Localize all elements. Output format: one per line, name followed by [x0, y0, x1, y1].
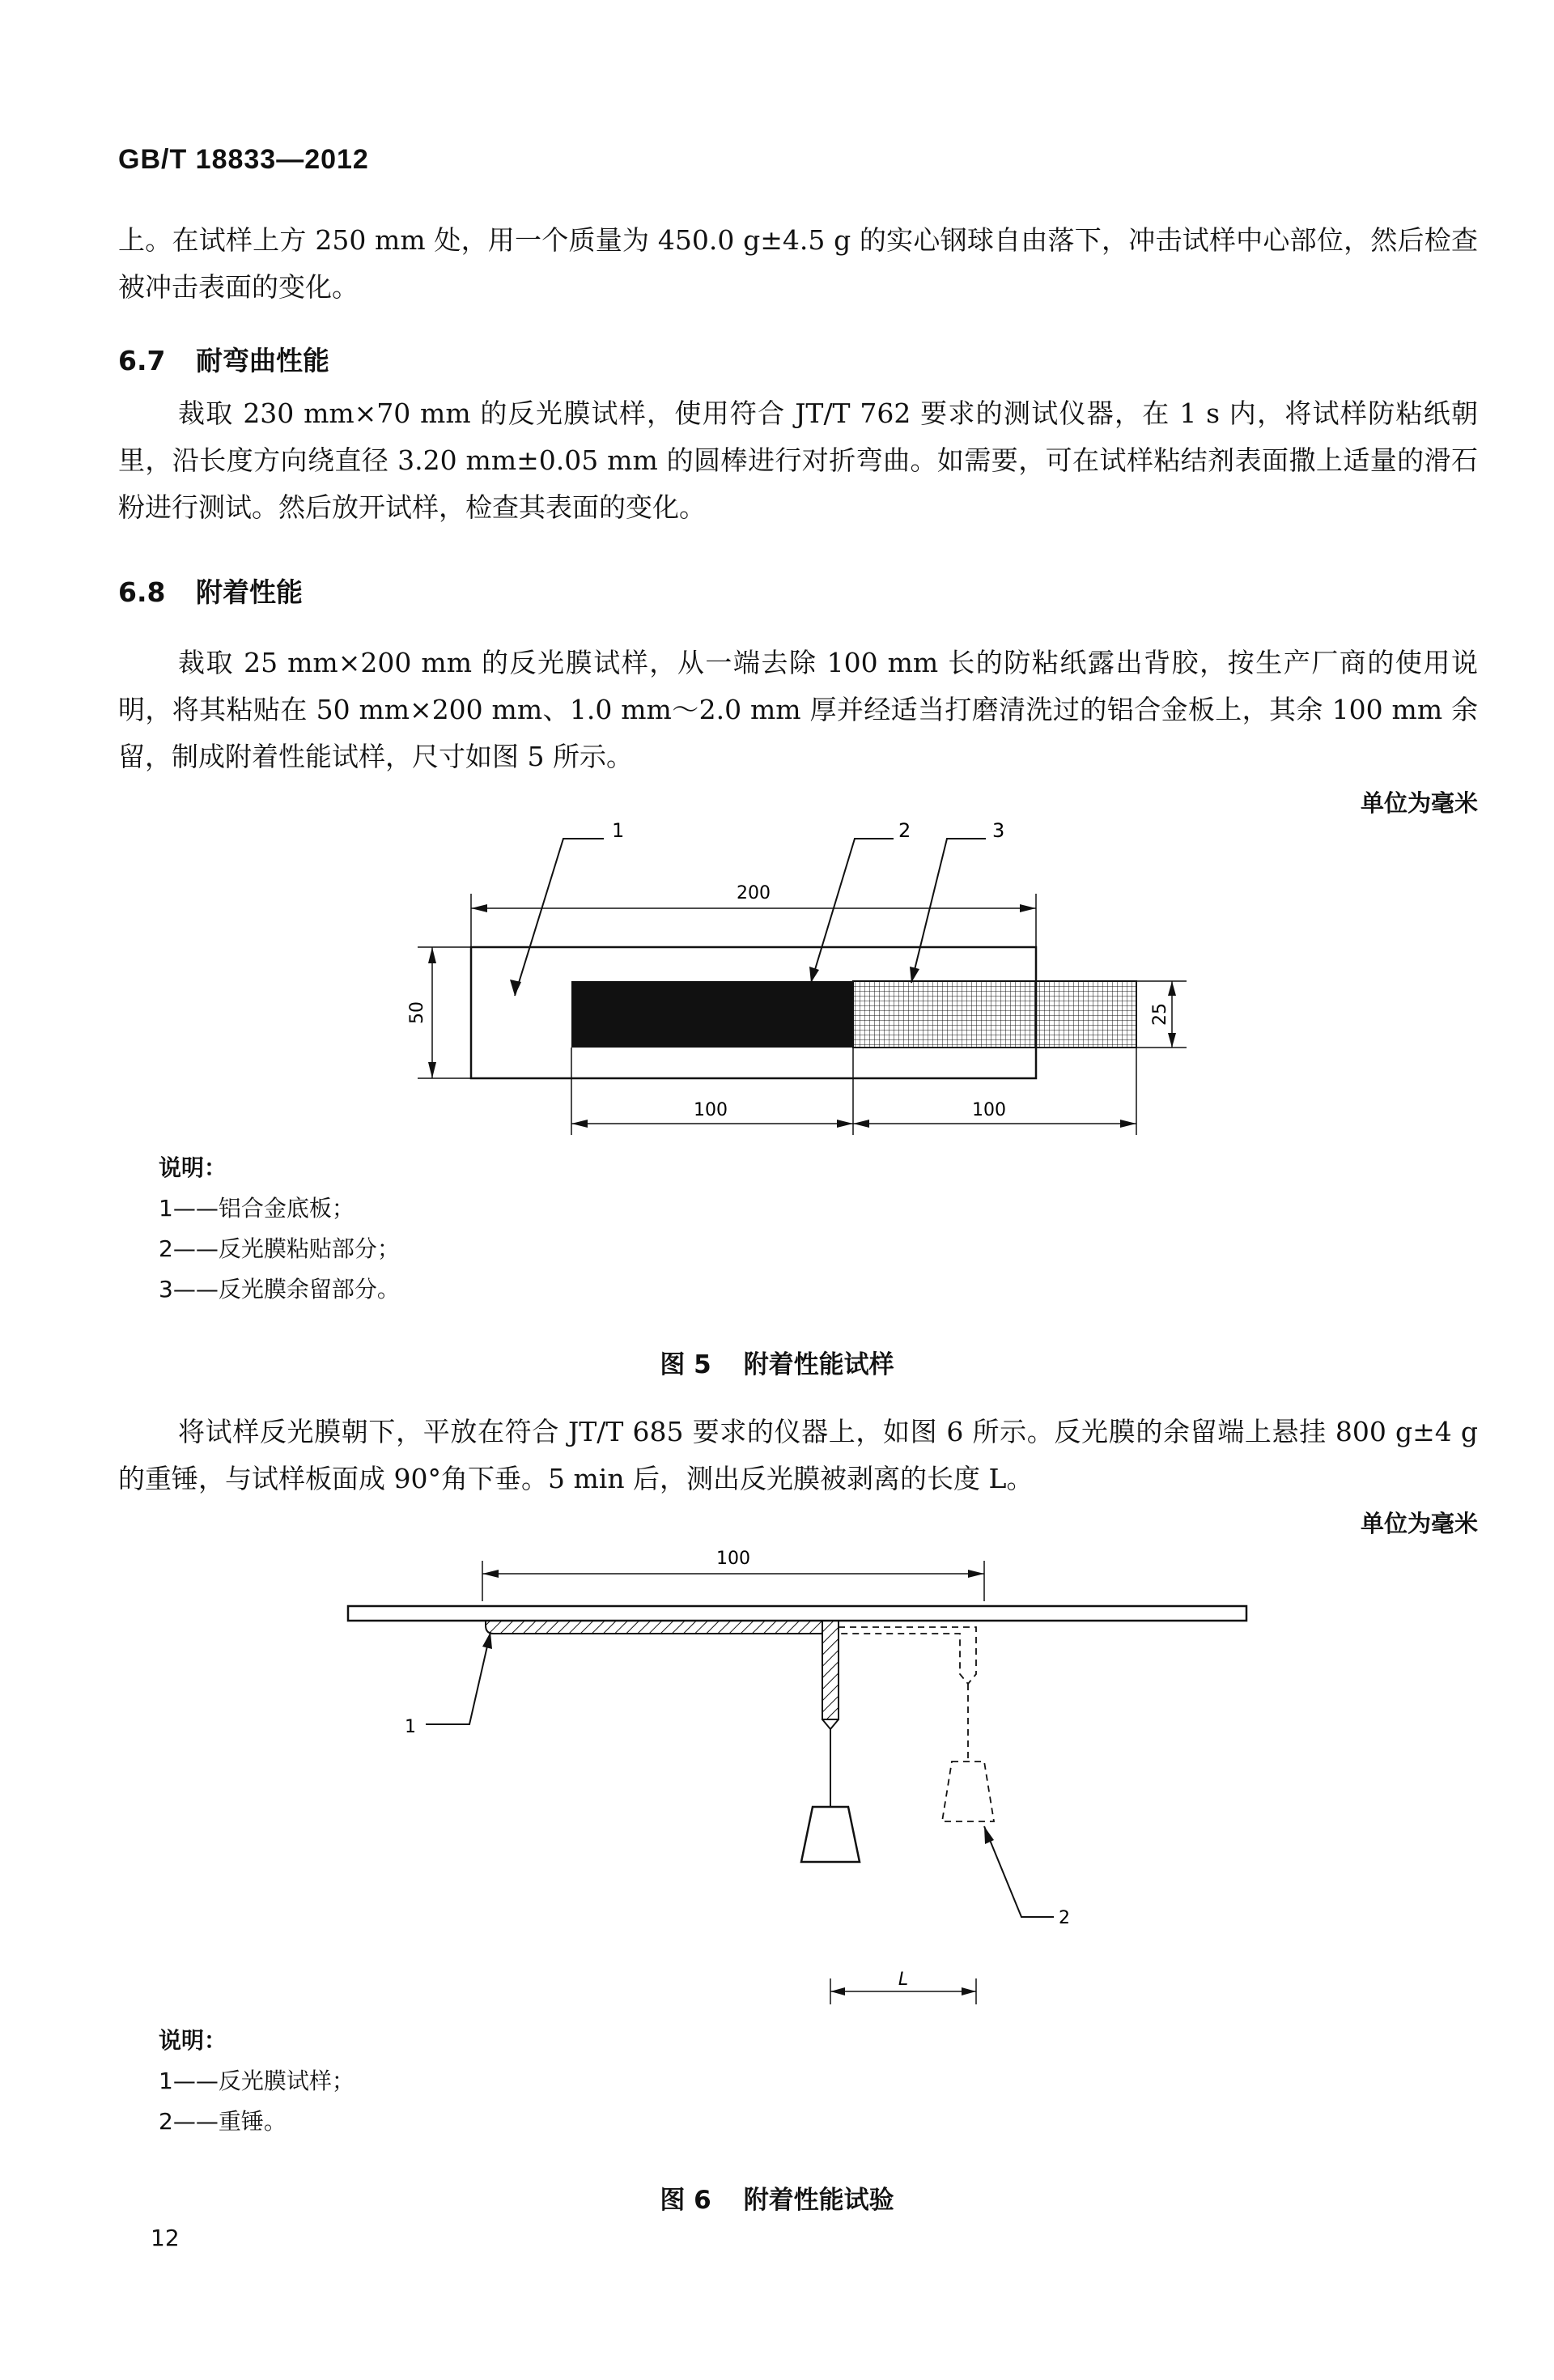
caption-number: 图 5: [660, 1350, 711, 1379]
legend-item: 1——铝合金底板；: [159, 1195, 355, 1222]
legend-title: 说明：: [159, 1154, 227, 1181]
weight: [801, 1807, 860, 1862]
unit-label: 单位为毫米: [1360, 789, 1478, 817]
dim-total-length: 200: [737, 883, 771, 903]
legend-item: 1——反光膜试样；: [159, 2068, 355, 2094]
legend-item: 2——反光膜粘贴部分；: [159, 1235, 400, 1262]
figure-5-diagram: [0, 0, 1554, 1166]
legend-item: 3——反光膜余留部分。: [159, 1276, 400, 1303]
section-title: 附着性能: [196, 576, 303, 608]
arrowhead: [809, 967, 819, 983]
figure-6-caption: [0, 2179, 1554, 2216]
paragraph-6-8: 裁取 25 mm×200 mm 的反光膜试样，从一端去除 100 mm 长的防粘纸露出背胶，按生产厂商的使用说明，将其粘贴在 50 mm×200 mm、1.0 mm～2.0 mm 厚并经适当打磨清洗过的铝合金板上，其余 100 mm 余留，制成附着性能试样，尺寸如图 5 所示。: [118, 647, 1478, 772]
section-number: 6.8: [118, 576, 166, 608]
figure-5-caption: [0, 1344, 1554, 1380]
bonded-film: [571, 981, 853, 1048]
standard-code: GB/T 18833—2012: [118, 144, 369, 175]
unit-label: 单位为毫米: [1360, 1510, 1478, 1537]
callout-1: 1: [405, 1717, 416, 1737]
paragraph-continued: 上。在试样上方 250 mm 处，用一个质量为 450.0 g±4.5 g 的实心钢球自由落下，冲击试样中心部位，然后检查被冲击表面的变化。: [118, 224, 1478, 303]
caption-title: 附着性能试样: [743, 1350, 894, 1379]
dim-film-width: 25: [1150, 1003, 1170, 1026]
callout-2: 2: [898, 819, 911, 842]
figure-5-legend: [159, 1148, 400, 1310]
weight-final-position: [942, 1762, 994, 1821]
section-number: 6.7: [118, 345, 166, 376]
paragraph-figure-6: 将试样反光膜朝下，平放在符合 JT/T 685 要求的仪器上，如图 6 所示。反光膜的余留端上悬挂 800 g±4 g 的重锤，与试样板面成 90°角下垂。5 min 后，测出反光膜被剥离的长度 L。: [118, 1416, 1478, 1494]
callout-2: 2: [1059, 1908, 1070, 1928]
dim-bonded-length: 100: [694, 1100, 728, 1120]
film-peeled: [822, 1621, 839, 1719]
dim-bottom: L: [898, 1970, 909, 1990]
callout-1: 1: [612, 819, 625, 842]
remaining-film: [853, 981, 1136, 1048]
caption-number: 图 6: [660, 2186, 711, 2215]
section-title: 耐弯曲性能: [196, 345, 329, 376]
film-bonded: [486, 1621, 822, 1634]
paragraph-6-7: 裁取 230 mm×70 mm 的反光膜试样，使用符合 JT/T 762 要求的测试仪器，在 1 s 内，将试样防粘纸朝里，沿长度方向绕直径 3.20 mm±0.05 mm 的圆棒进行对折弯曲。如需要，可在试样粘结剂表面撒上适量的滑石粉进行测试。然后放开试样，检查其表面的变化。: [118, 397, 1478, 523]
film-final-position: [839, 1627, 976, 1684]
test-plate: [348, 1606, 1246, 1621]
arrowhead: [510, 980, 521, 996]
callout-leader-2: [811, 839, 894, 983]
caption-title: 附着性能试验: [743, 2186, 894, 2215]
dim-remaining-length: 100: [972, 1100, 1006, 1120]
callout-leader-1: [426, 1632, 490, 1724]
dim-plate-width: 50: [407, 1001, 427, 1024]
callout-leader-1: [515, 839, 604, 996]
figure-6-legend: [159, 2021, 355, 2142]
figure-6-diagram: [0, 1538, 1554, 2040]
callout-leader-2: [984, 1826, 1054, 1917]
callout-3: 3: [992, 819, 1005, 842]
page-number: 12: [151, 2225, 180, 2251]
legend-item: 2——重锤。: [159, 2108, 287, 2135]
callout-leader-3: [911, 839, 986, 983]
dim-top: 100: [716, 1549, 750, 1569]
legend-title: 说明：: [159, 2027, 227, 2054]
